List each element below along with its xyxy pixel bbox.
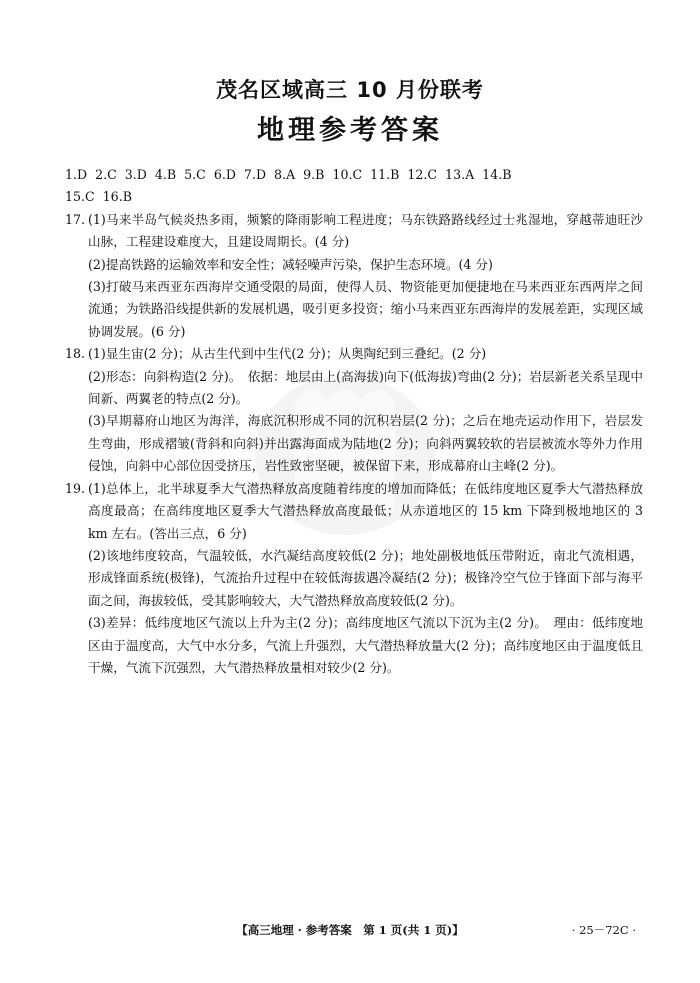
question-18-part-2: (2)形态：向斜构造(2 分)。 依据：地层由上(高海拔)向下(低海拔)弯曲(2 分)；岩层新老关系呈现中间新、两翼老的特点(2 分)。 (88, 368, 643, 407)
answer-key-title: 地理参考答案 (257, 115, 443, 146)
question-19-part-3: (3)差异：低纬度地区气流以上升为主(2 分)；高纬度地区气流以下沉为主(2 分)。 理由：低纬度地区由于温度高，大气中水分多，气流上升强烈，大气潜热释放量大(2 分)；高纬度地区由于温度低且干燥，气流下沉强烈，大气潜热释放量相对较少(2 分)。 (88, 615, 643, 675)
footer-page-info: 【高三地理 · 参考答案 第 1 页(共 1 页)】 (236, 923, 464, 937)
exam-title: 茂名区域高三 10 月份联考 (216, 78, 484, 102)
choice-answers-line-1: 1.D 2.C 3.D 4.B 5.C 6.D 7.D 8.A 9.B 10.C 11.B 12.C 13.A 14.B (65, 167, 512, 182)
answer-content (65, 164, 643, 679)
question-18 (65, 343, 643, 477)
question-18-part-1: (1)显生宙(2 分)；从古生代到中生代(2 分)；从奥陶纪到三叠纪。(2 分) (88, 346, 487, 362)
question-17-part-1: (1)马来半岛气候炎热多雨，频繁的降雨影响工程进度；马东铁路路线经过士兆湿地，穿越蒂迪旺沙山脉，工程建设难度大，且建设周期长。(4 分) (88, 211, 643, 250)
question-number: 19. (65, 480, 86, 496)
question-19-part-1: (1)总体上，北半球夏季大气潜热释放高度随着纬度的增加而降低；在低纬度地区夏季大气潜热释放高度最高；在高纬度地区夏季大气潜热释放高度最低；从赤道地区的 15 km 下降到极地地区的 3 km 左右。(答出三点，6 分) (88, 480, 643, 541)
question-number: 17. (65, 211, 86, 227)
question-19-part-2: (2)该地纬度较高，气温较低，水汽凝结高度较低(2 分)；地处副极地低压带附近，南北气流相遇，形成锋面系统(极锋)，气流抬升过程中在较低海拔遇冷凝结(2 分)；极锋冷空气位于锋面下部与海平面之间，海拔较低，受其影响较大，大气潜热释放高度较低(2 分)。 (88, 547, 643, 608)
question-17 (65, 209, 643, 343)
choice-answers-line-2: 15.C 16.B (65, 189, 132, 205)
question-number: 18. (65, 346, 86, 362)
question-17-part-3: (3)打破马来西亚东西海岸交通受限的局面，使得人员、物资能更加便捷地在马来西亚东西两岸之间流通；为铁路沿线提供新的发展机遇，吸引更多投资；缩小马来西亚东西海岸的发展差距，实现区域协调发展。(6 分) (88, 279, 643, 339)
question-18-part-3: (3)早期幕府山地区为海洋，海底沉积形成不同的沉积岩层(2 分)；之后在地壳运动作用下，岩层发生弯曲，形成褶皱(背斜和向斜)并出露海面成为陆地(2 分)；向斜两翼较软的岩层被流水等外力作用侵蚀，向斜中心部位因受挤压，岩性致密坚硬，被保留下来，形成幕府山主峰(2 分)。 (88, 413, 643, 474)
footer-code: · 25－72C · (571, 923, 636, 937)
question-19 (65, 478, 643, 680)
choice-answers (65, 164, 643, 209)
question-17-part-2: (2)提高铁路的运输效率和安全性；减轻噪声污染，保护生态环境。(4 分) (88, 256, 493, 272)
